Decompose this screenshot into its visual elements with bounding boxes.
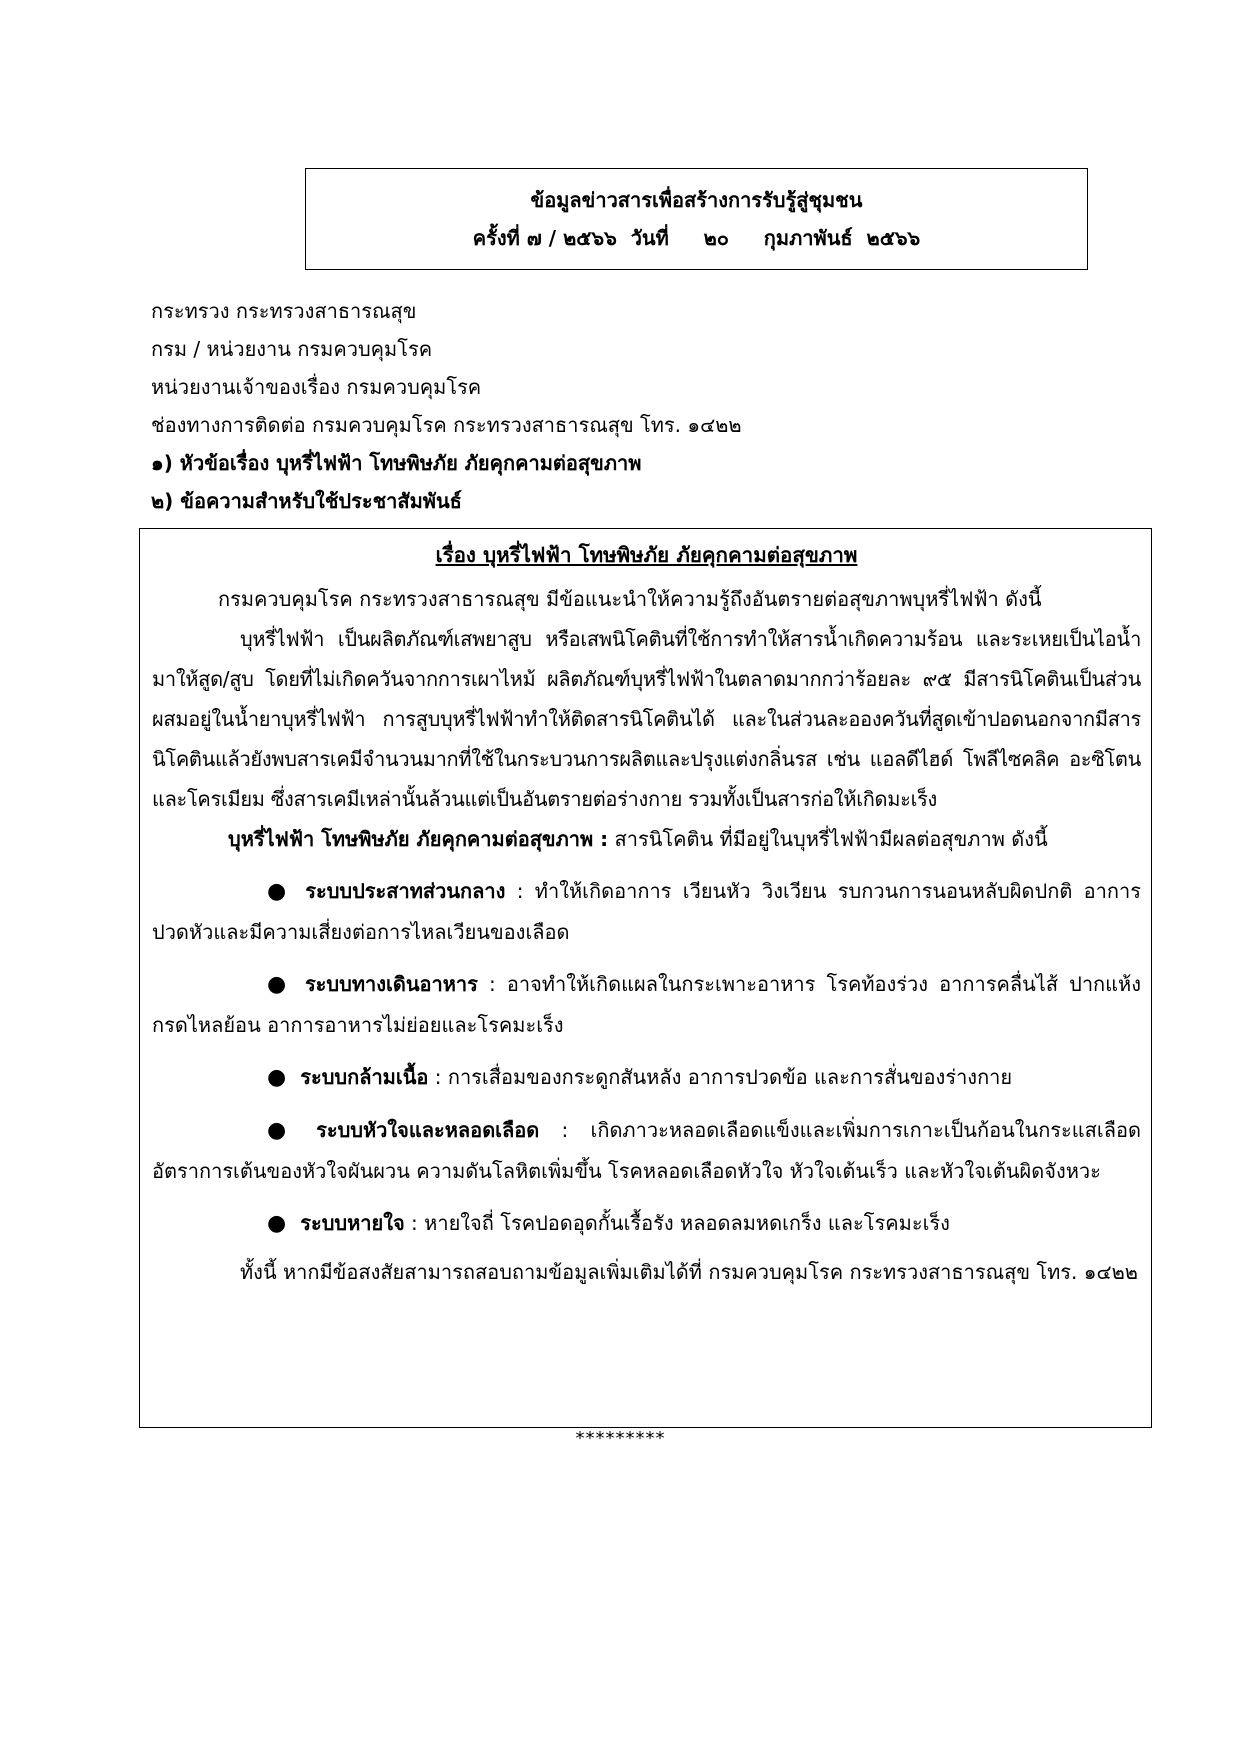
effects-title: บุหรี่ไฟฟ้า โทษพิษภัย ภัยคุกคามต่อสุขภาพ : [228, 827, 609, 851]
bullet-label: ระบบหัวใจและหลอดเลือด [316, 1118, 540, 1142]
header-box [305, 168, 1088, 270]
bullet-text: : อาจทำให้เกิดแผลในกระเพาะอาหาร โรคท้องร่วง อาการคลื่นไส้ ปากแห้ง กรดไหลย้อน อาการอาหารไม่ย่อยและโรคมะเร็ง [152, 972, 1141, 1037]
bullet-text: : เกิดภาวะหลอดเลือดแข็งและเพิ่มการเกาะเป็นก้อนในกระแสเลือด อัตราการเต้นของหัวใจผันผวน ความดันโลหิตเพิ่มขึ้น โรคหลอดเลือดหัวใจ หัวใจเต้นเร็ว และหัวใจเต้นผิดจังหวะ [152, 1118, 1141, 1183]
meta-department: กรม / หน่วยงาน กรมควบคุมโรค [151, 337, 433, 361]
bullet-item [152, 1110, 1141, 1191]
bullet-dot-icon: ● [267, 1065, 287, 1090]
meta-block [151, 292, 1111, 520]
story-intro: กรมควบคุมโรค กระทรวงสาธารณสุข มีข้อแนะนำให้ความรู้ถึงอันตรายต่อสุขภาพบุหรี่ไฟฟ้า ดังนี้ [218, 587, 1042, 611]
bullet-text: : หายใจถี่ โรคปอดอุดกั้นเรื้อรัง หลอดลมหดเกร็ง และโรคมะเร็ง [404, 1211, 950, 1235]
bullet-text: : การเสื่อมของกระดูกสันหลัง อาการปวดข้อ และการสั่นของร่างกาย [428, 1065, 1013, 1089]
story-paragraph: บุหรี่ไฟฟ้า เป็นผลิตภัณฑ์เสพยาสูบ หรือเสพนิโคตินที่ใช้การทำให้สารน้ำเกิดความร้อน และระเหยเป็นไอน้ำมาให้สูด/สูบ โดยที่ไม่เกิดควันจากการเผาไหม้ ผลิตภัณฑ์บุหรี่ไฟฟ้าในตลาดมากกว่าร้อยละ ๙๕ มีสารนิโคตินเป็นส่วนผสมอยู่ในน้ำยาบุหรี่ไฟฟ้า การสูบบุหรี่ไฟฟ้าทำให้ติดสารนิโคตินได้ และในส่วนละอองควันที่สูดเข้าปอดนอกจากมีสารนิโคตินแล้วยังพบสารเคมีจำนวนมากที่ใช้ในกระบวนการผลิตและปรุงแต่งกลิ่นรส เช่น แอลดีไฮด์ โพลีไซคลิค อะซิโตนและโครเมียม ซึ่งสารเคมีเหล่านั้นล้วนแต่เป็นอันตรายต่อร่างกาย รวมทั้งเป็นสารก่อให้เกิดมะเร็ง [152, 627, 1141, 811]
bullet-dot-icon: ● [267, 1211, 287, 1236]
meta-contact: ช่องทางการติดต่อ กรมควบคุมโรค กระทรวงสาธารณสุข โทร. ๑๔๒๒ [151, 413, 742, 437]
bullet-dot-icon: ● [267, 879, 292, 904]
bullet-dot-icon: ● [267, 972, 291, 997]
bullet-item [152, 964, 1141, 1045]
effects-text: สารนิโคติน ที่มีอยู่ในบุหรี่ไฟฟ้ามีผลต่อสุขภาพ ดังนี้ [608, 827, 1048, 851]
meta-ministry: กระทรวง กระทรวงสาธารณสุข [151, 299, 417, 323]
bullet-label: ระบบประสาทส่วนกลาง [305, 879, 506, 903]
closing-paragraph: ทั้งนี้ หากมีข้อสงสัยสามารถสอบถามข้อมูลเพิ่มเติมได้ที่ กรมควบคุมโรค กระทรวงสาธารณสุข โทร. ๑๔๒๒ [240, 1260, 1138, 1284]
bullet-item [152, 871, 1141, 952]
story-title: เรื่อง บุหรี่ไฟฟ้า โทษพิษภัย ภัยคุกคามต่อสุขภาพ [435, 543, 858, 567]
meta-owner-unit: หน่วยงานเจ้าของเรื่อง กรมควบคุมโรค [151, 375, 482, 399]
pr-content-box [139, 528, 1152, 1428]
pr-line: ๒) ข้อความสำหรับใช้ประชาสัมพันธ์ [151, 489, 462, 513]
header-issue-date: ครั้งที่ ๗ / ๒๕๖๖ วันที่ ๒๐ กุมภาพันธ์ ๒๕๖๖ [472, 226, 921, 250]
bullet-dot-icon: ● [267, 1118, 303, 1143]
effects-heading [152, 819, 1141, 859]
bullet-label: ระบบทางเดินอาหาร [304, 972, 478, 996]
bullet-label: ระบบหายใจ [300, 1211, 405, 1235]
bullet-item [152, 1057, 1141, 1098]
bullet-item [152, 1203, 1141, 1244]
topic-line: ๑) หัวข้อเรื่อง บุหรี่ไฟฟ้า โทษพิษภัย ภัยคุกคามต่อสุขภาพ [151, 451, 642, 475]
bullet-label: ระบบกล้ามเนื้อ [300, 1065, 429, 1089]
header-title: ข้อมูลข่าวสารเพื่อสร้างการรับรู้สู่ชุมชน [530, 188, 863, 212]
bullet-text: : ทำให้เกิดอาการ เวียนหัว วิงเวียน รบกวนการนอนหลับผิดปกติ อาการปวดหัวและมีความเสี่ยงต่อการไหลเวียนของเลือด [152, 879, 1141, 944]
end-marker: ********* [575, 1428, 666, 1449]
